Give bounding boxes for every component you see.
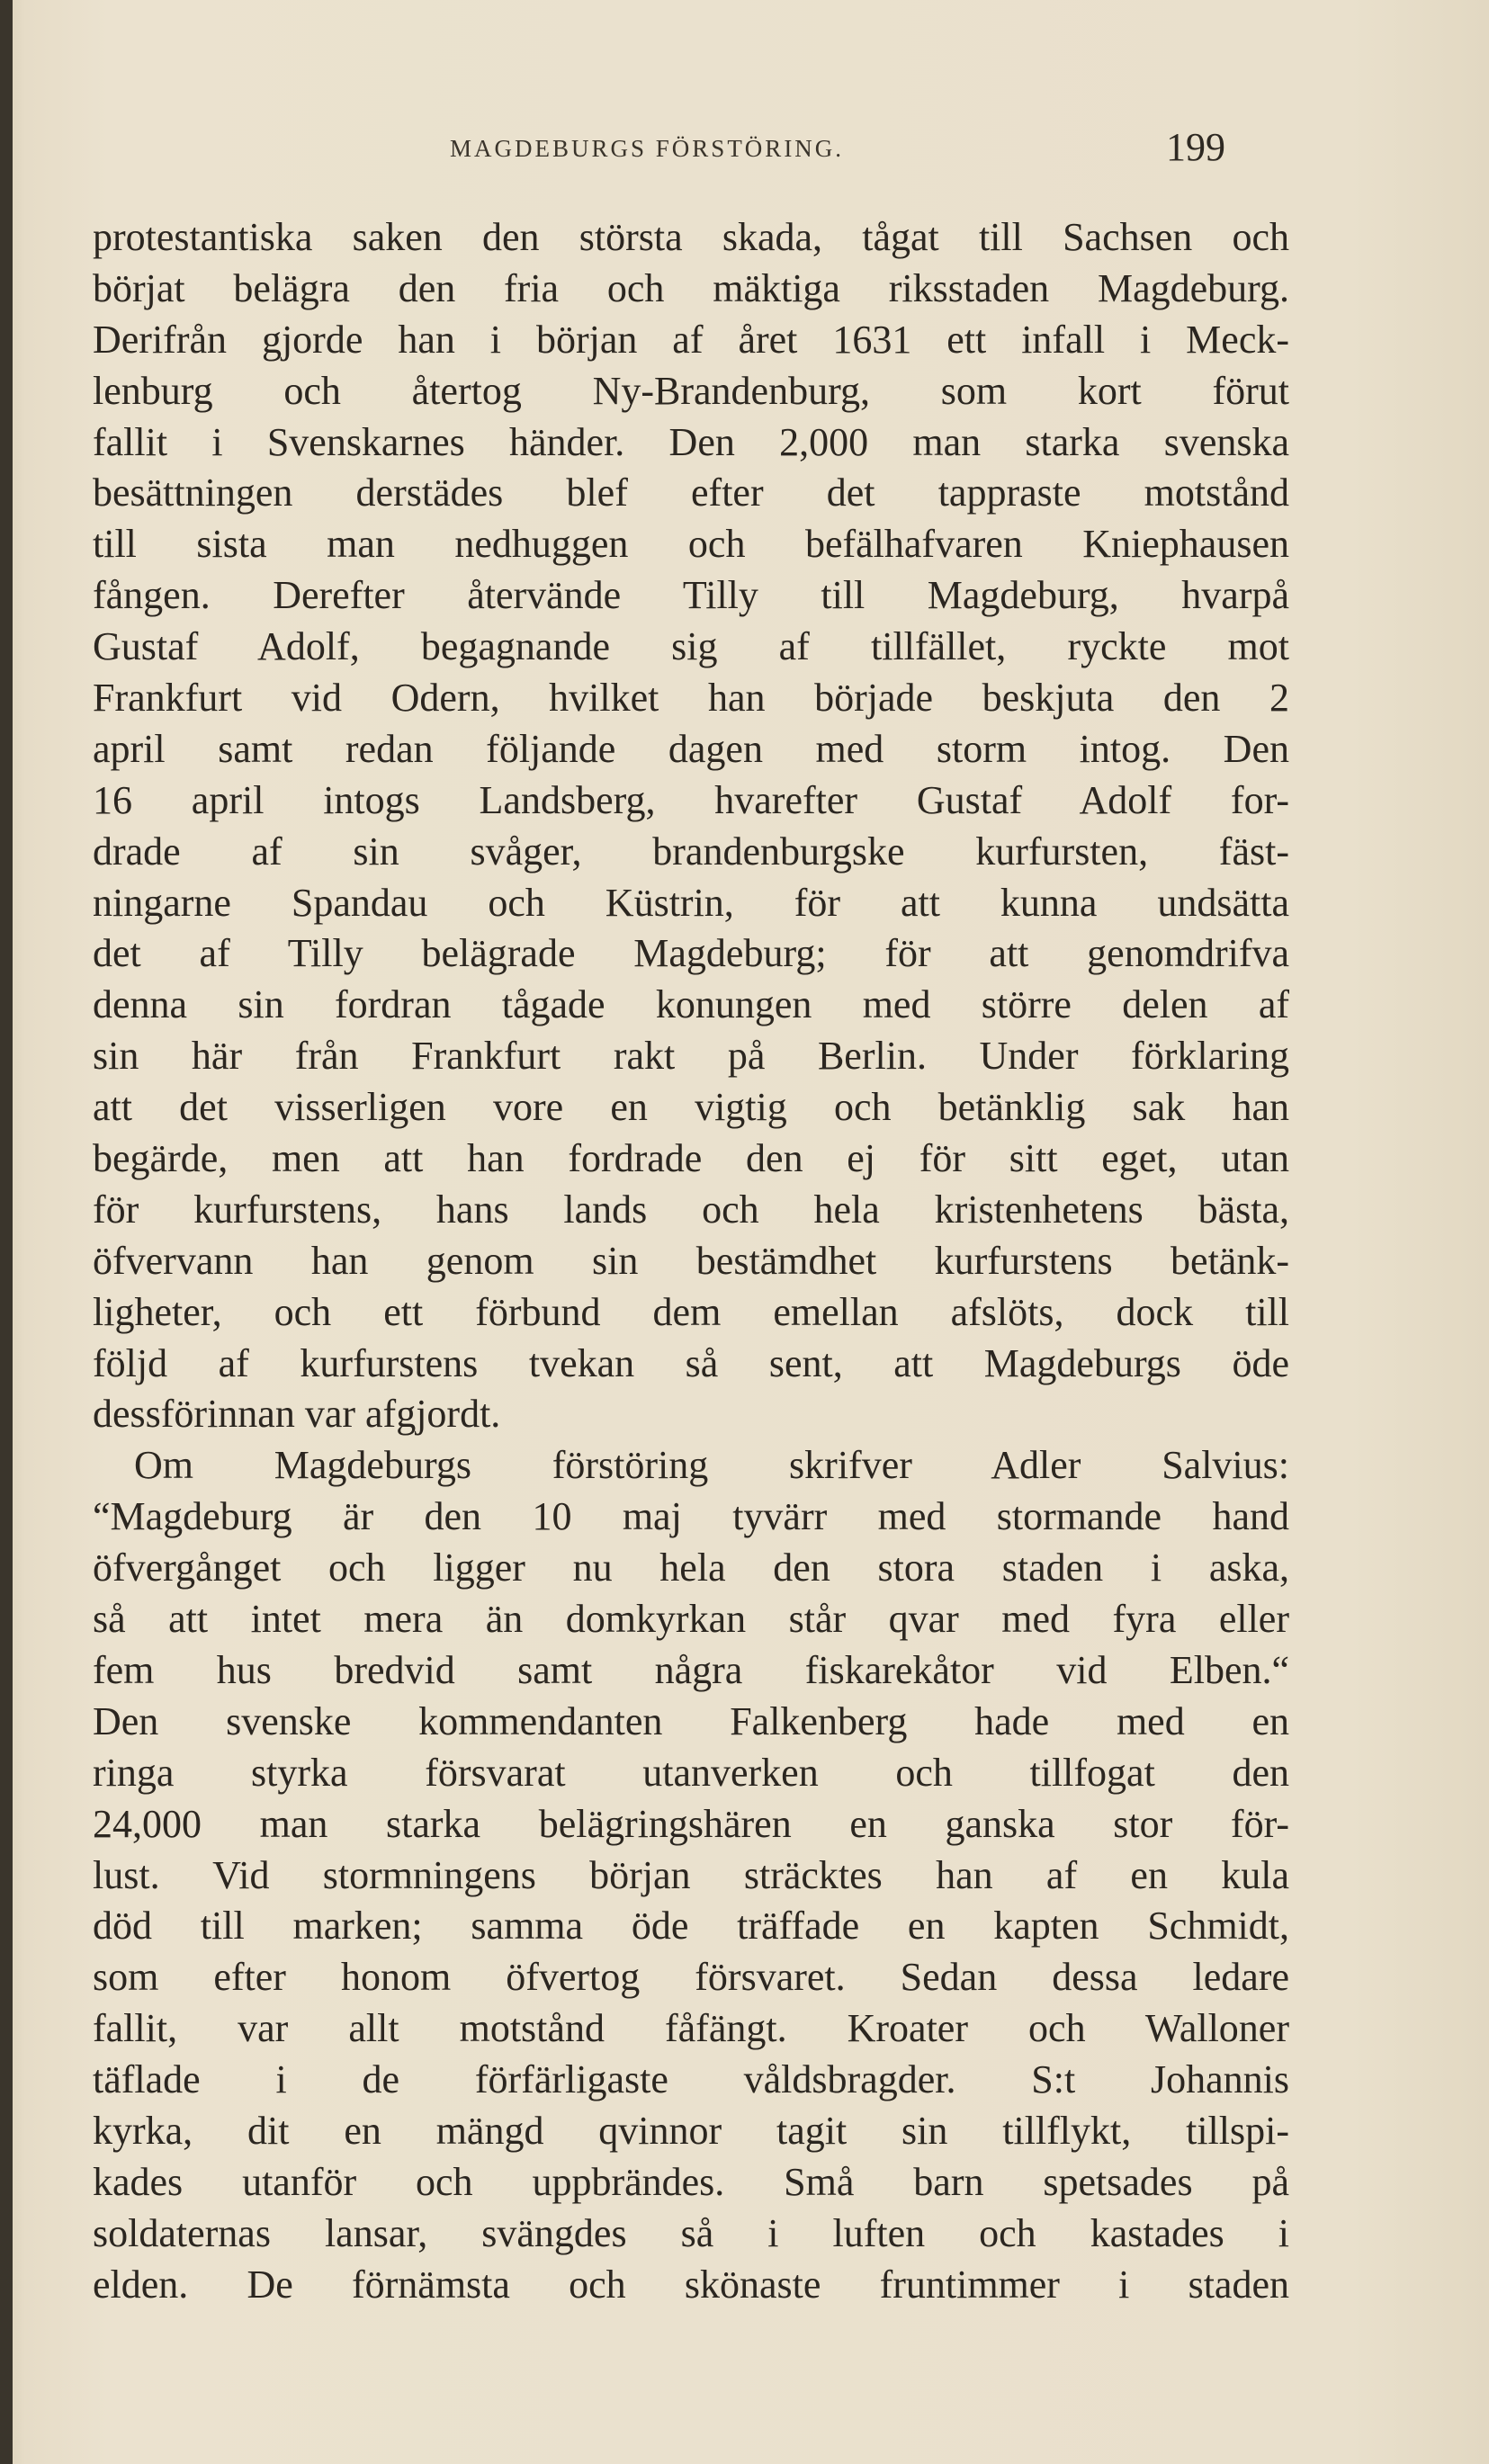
text-line: det af Tilly belägrade Magdeburg; för att genomdrifva [93, 931, 1289, 976]
page-number: 199 [1166, 125, 1225, 169]
text-line: kyrka, dit en mängd qvinnor tagit sin tillflykt, tillspi- [93, 2108, 1289, 2153]
text-line: öfvervann han genom sin bestämdhet kurfurstens betänk- [93, 1238, 1289, 1283]
text-line: följd af kurfurstens tvekan så sent, att Magdeburgs öde [93, 1340, 1289, 1385]
text-line: så att intet mera än domkyrkan står qvar med fyra eller [93, 1597, 1289, 1642]
text-line: Den svenske kommendanten Falkenberg hade med en [93, 1698, 1289, 1743]
text-line: som efter honom öfvertog försvaret. Sedan dessa ledare [93, 1955, 1289, 2000]
text-line: begärde, men att han fordrade den ej för sitt eget, utan [93, 1136, 1289, 1181]
text-line: kades utanför och uppbrändes. Små barn spetsades på [93, 2159, 1289, 2204]
text-line: att det visserligen vore en vigtig och betänklig sak han [93, 1085, 1289, 1130]
book-spine-edge [0, 0, 13, 2464]
text-line: öfvergånget och ligger nu hela den stora staden i aska, [93, 1546, 1289, 1590]
text-line: denna sin fordran tågade konungen med större delen af [93, 982, 1289, 1027]
text-line: protestantiska saken den största skada, tågat till Sachsen och [93, 215, 1289, 259]
text-line: 24,000 man starka belägringshären en ganska stor för- [93, 1801, 1289, 1846]
text-line: ligheter, och ett förbund dem emellan afslöts, dock till [93, 1289, 1289, 1334]
text-line: börjat belägra den fria och mäktiga riksstaden Magdeburg. [93, 265, 1289, 310]
text-line: Frankfurt vid Odern, hvilket han började beskjuta den 2 [93, 676, 1289, 721]
text-line: lust. Vid stormningens början sträcktes han af en kula [93, 1852, 1289, 1897]
text-line: “Magdeburg är den 10 maj tyvärr med stormande hand [93, 1494, 1289, 1539]
text-line: Gustaf Adolf, begagnande sig af tillfället, ryckte mot [93, 624, 1289, 669]
text-line: död till marken; samma öde träffade en kapten Schmidt, [93, 1904, 1289, 1949]
text-line: elden. De förnämsta och skönaste fruntimmer i staden [93, 2262, 1289, 2307]
text-line: drade af sin svåger, brandenburgske kurfursten, fäst- [93, 829, 1289, 874]
text-line: 16 april intogs Landsberg, hvarefter Gustaf Adolf for- [93, 777, 1289, 822]
body-text [93, 212, 1289, 2311]
text-line: dessförinnan var afgjordt. [93, 1392, 501, 1437]
text-line: fången. Derefter återvände Tilly till Magdeburg, hvarpå [93, 573, 1289, 618]
text-line: lenburg och återtog Ny-Brandenburg, som kort förut [93, 368, 1289, 413]
text-line: Om Magdeburgs förstöring skrifver Adler Salvius: [134, 1443, 1289, 1488]
running-title: MAGDEBURGS FÖRSTÖRING. [450, 135, 845, 162]
text-line: till sista man nedhuggen och befälhafvaren Kniephausen [93, 522, 1289, 567]
text-line: fallit, var allt motstånd fåfängt. Kroater och Walloner [93, 2006, 1289, 2051]
text-line: soldaternas lansar, svängdes så i luften och kastades i [93, 2210, 1289, 2255]
text-line: fallit i Svenskarnes händer. Den 2,000 man starka svenska [93, 419, 1289, 464]
text-line: april samt redan följande dagen med storm intog. Den [93, 726, 1289, 771]
text-line: fem hus bredvid samt några fiskarekåtor vid Elben.“ [93, 1647, 1289, 1692]
text-line: ringa styrka försvarat utanverken och tillfogat den [93, 1750, 1289, 1795]
text-line: besättningen derstädes blef efter det tappraste motstånd [93, 470, 1289, 515]
text-line: för kurfurstens, hans lands och hela kristenhetens bästa, [93, 1187, 1289, 1232]
text-line: Derifrån gjorde han i början af året 1631 ett infall i Meck- [93, 317, 1289, 362]
text-line: sin här från Frankfurt rakt på Berlin. Under förklaring [93, 1034, 1289, 1079]
text-line: ningarne Spandau och Küstrin, för att kunna undsätta [93, 880, 1289, 925]
text-line: täflade i de förfärligaste våldsbragder. S:t Johannis [93, 2057, 1289, 2102]
